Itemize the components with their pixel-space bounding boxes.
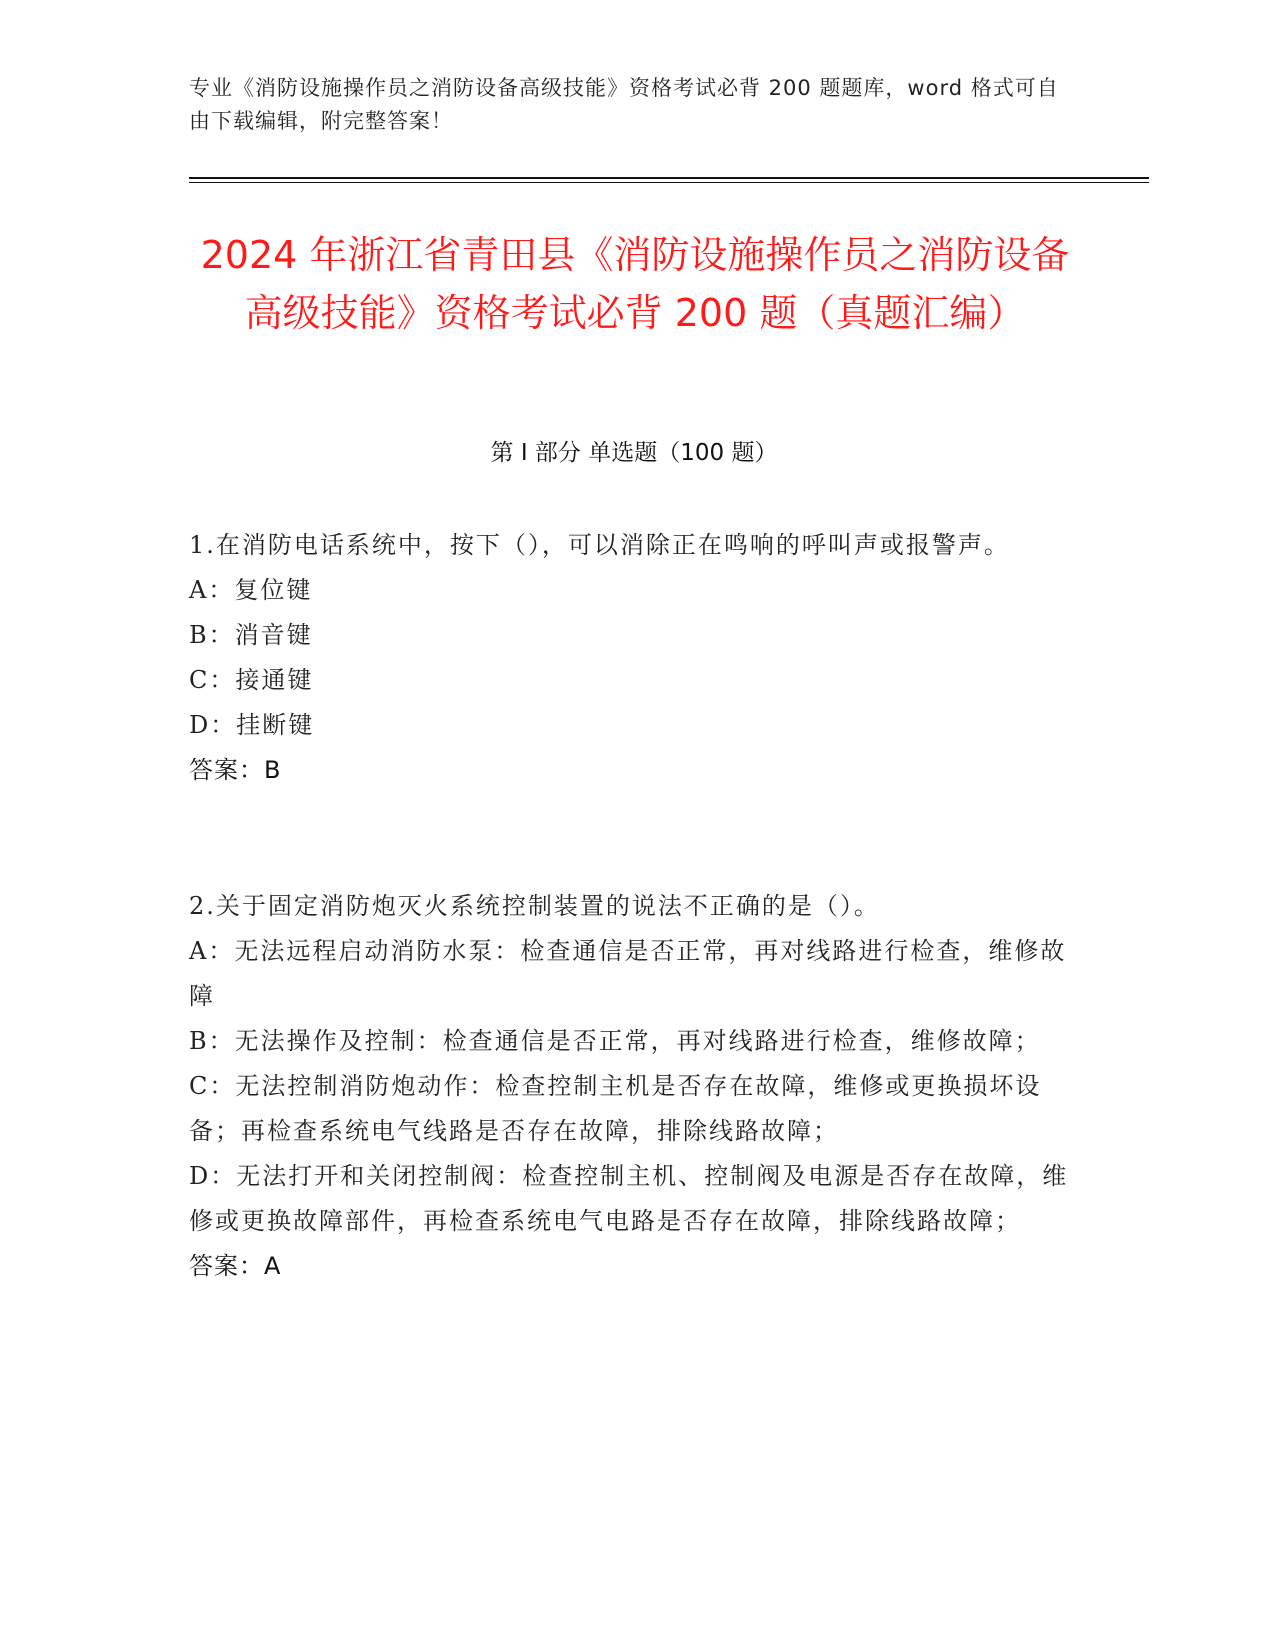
answer: 答案：A: [189, 1252, 282, 1280]
option-c: C：接通键: [189, 666, 314, 694]
question-2: [189, 884, 1069, 1289]
option-a: A：复位键: [189, 576, 313, 604]
option-d: D：无法打开和关闭控制阀：检查控制主机、控制阀及电源是否存在故障，维修或更换故障部件，再检查系统电气电路是否存在故障，排除线路故障；: [189, 1162, 1069, 1235]
option-d: D：挂断键: [189, 711, 315, 739]
option-c: C：无法控制消防炮动作：检查控制主机是否存在故障，维修或更换损坏设备；再检查系统电气线路是否存在故障，排除线路故障；: [189, 1072, 1042, 1145]
header-divider-thin: [189, 182, 1149, 183]
question-stem: 2.关于固定消防炮灭火系统控制装置的说法不正确的是（）。: [189, 892, 880, 920]
question-1: [189, 523, 1069, 793]
answer: 答案：B: [189, 756, 282, 784]
section-title: 第 I 部分 单选题（100 题）: [490, 440, 778, 466]
header-divider-thick: [189, 177, 1149, 179]
option-b: B：无法操作及控制：检查通信是否正常，再对线路进行检查，维修故障；: [189, 1027, 1041, 1055]
option-a: A：无法远程启动消防水泵：检查通信是否正常，再对线路进行检查，维修故障: [189, 937, 1067, 1010]
question-stem: 1.在消防电话系统中，按下（），可以消除正在鸣响的呼叫声或报警声。: [189, 531, 1010, 559]
document-title: 2024 年浙江省青田县《消防设施操作员之消防设备高级技能》资格考试必背 200 题（真题汇编）: [200, 233, 1070, 335]
option-b: B：消音键: [189, 621, 313, 649]
header-note: 专业《消防设施操作员之消防设备高级技能》资格考试必背 200 题题库，word 格式可自由下载编辑，附完整答案！: [189, 76, 1059, 133]
